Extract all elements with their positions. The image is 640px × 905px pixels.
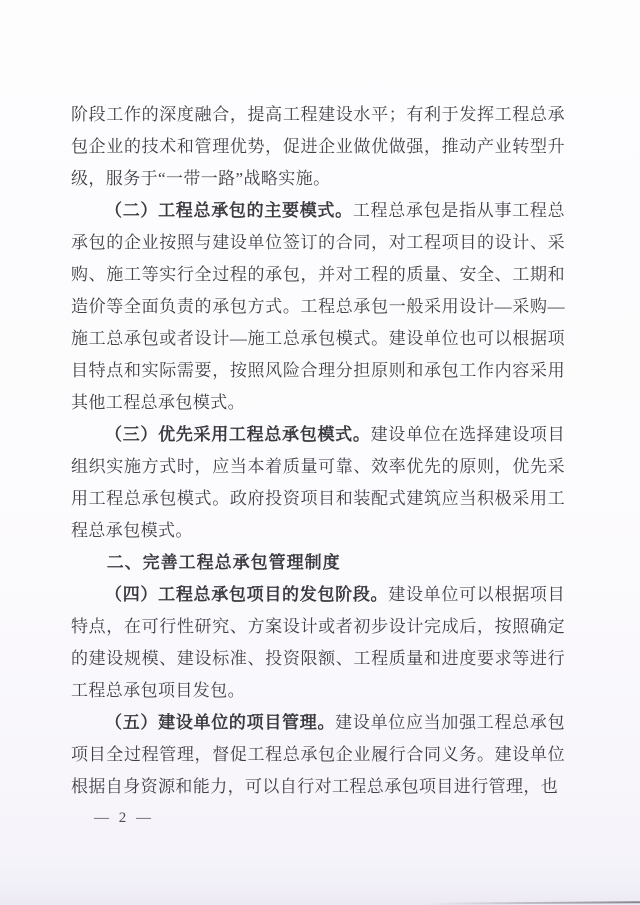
paragraph	[71, 195, 565, 419]
paragraph-text: 阶段工作的深度融合，提高工程建设水平；有利于发挥工程总承包企业的技术和管理优势，促进企业做优做强，推动产业转型升级，服务于“一带一路”战略实施。	[71, 105, 565, 188]
paragraph	[71, 707, 565, 803]
clause-title: （四）工程总承包项目的发包阶段。	[105, 585, 389, 604]
section-heading: 二、完善工程总承包管理制度	[106, 553, 341, 572]
paragraph-text: 建设单位在选择建设项目组织实施方式时，应当本着质量可靠、效率优先的原则，优先采用工程总承包模式。政府投资项目和装配式建筑应当积极采用工程总承包模式。	[71, 425, 565, 540]
paragraph-text: 工程总承包是指从事工程总承包的企业按照与建设单位签订的合同，对工程项目的设计、采购、施工等实行全过程的承包，并对工程的质量、安全、工期和造价等全面负责的承包方式。工程总承包一般采用设计—采购—施工总承包或者设计—施工总承包模式。建设单位也可以根据项目特点和实际需要，按照风险合理分担原则和承包工作内容采用其他工程总承包模式。	[71, 201, 565, 412]
clause-title: （二）工程总承包的主要模式。	[105, 201, 353, 220]
clause-title: （三）优先采用工程总承包模式。	[105, 425, 371, 444]
paragraph-text: 建设单位可以根据项目特点，在可行性研究、方案设计或者初步设计完成后，按照确定的建设规模、建设标准、投资限额、工程质量和进度要求等进行工程总承包项目发包。	[71, 585, 565, 700]
document-body	[71, 99, 565, 803]
page-number: — 2 —	[94, 810, 154, 826]
paragraph	[71, 579, 565, 707]
clause-title: （五）建设单位的项目管理。	[105, 713, 336, 732]
paragraph	[71, 99, 565, 195]
scan-edge-line	[425, 901, 640, 905]
paragraph	[71, 419, 565, 547]
scan-shadow	[0, 865, 640, 905]
paragraph-text: 建设单位应当加强工程总承包项目全过程管理，督促工程总承包企业履行合同义务。建设单位根据自身资源和能力，可以自行对工程总承包项目进行管理，也	[71, 713, 566, 796]
